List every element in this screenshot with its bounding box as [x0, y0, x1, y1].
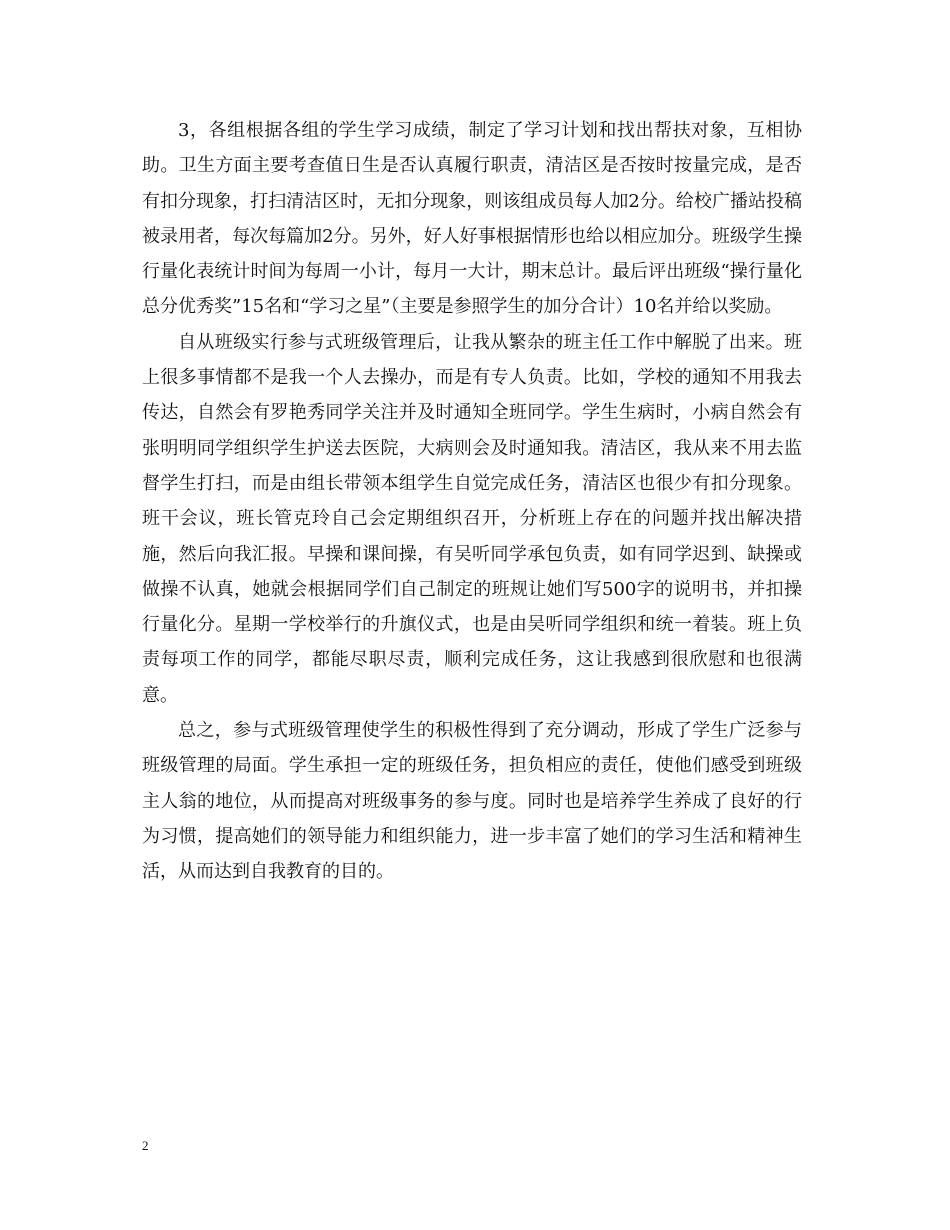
paragraph-1: 3，各组根据各组的学生学习成绩，制定了学习计划和找出帮扶对象，互相协助。卫生方面主要考查值日生是否认真履行职责，清洁区是否按时按量完成，是否有扣分现象，打扫清洁区时，无扣分现象，则该组成员每人加2分。给校广播站投稿被录用者，每次每篇加2分。另外，好人好事根据情形也给以相应加分。班级学生操行量化表统计时间为每周一小计，每月一大计，期末总计。最后评出班级“操行量化总分优秀奖”15名和“学习之星”（主要是参照学生的加分合计）10名并给以奖励。: [142, 120, 802, 318]
page-number: 2: [142, 1138, 149, 1153]
paragraph-3: 总之，参与式班级管理使学生的积极性得到了充分调动，形成了学生广泛参与班级管理的局面。学生承担一定的班级任务，担负相应的责任，使他们感受到班级主人翁的地位，从而提高对班级事务的参与度。同时也是培养学生养成了良好的行为习惯，提高她们的领导能力和组织能力，进一步丰富了她们的学习生活和精神生活，从而达到自我教育的目的。: [142, 720, 802, 883]
body-text: [142, 113, 802, 890]
paragraph-2: 自从班级实行参与式班级管理后，让我从繁杂的班主任工作中解脱了出来。班上很多事情都不是我一个人去操办，而是有专人负责。比如，学校的通知不用我去传达，自然会有罗艳秀同学关注并及时通知全班同学。学生生病时，小病自然会有张明明同学组织学生护送去医院，大病则会及时通知我。清洁区，我从来不用去监督学生打扫，而是由组长带领本组学生自觉完成任务，清洁区也很少有扣分现象。班干会议，班长管克玲自己会定期组织召开，分析班上存在的问题并找出解决措施，然后向我汇报。早操和课间操，有吴听同学承包负责，如有同学迟到、缺操或做操不认真，她就会根据同学们自己制定的班规让她们写500字的说明书，并扣操行量化分。星期一学校举行的升旗仪式，也是由吴听同学组织和统一着装。班上负责每项工作的同学，都能尽职尽责，顺利完成任务，这让我感到很欣慰和也很满意。: [142, 331, 802, 706]
